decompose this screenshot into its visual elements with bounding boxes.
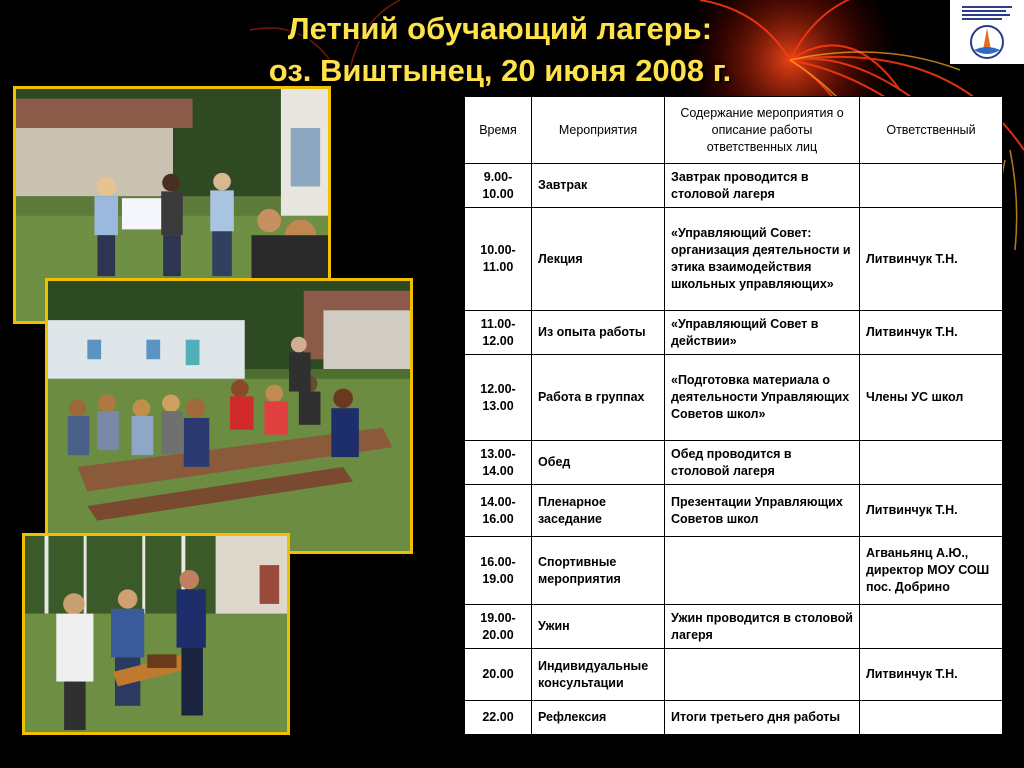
- cell-responsible: [860, 701, 1003, 735]
- cell-responsible: Литвинчук Т.Н.: [860, 649, 1003, 701]
- header-event: Мероприятия: [532, 97, 665, 164]
- cell-event: Рефлексия: [532, 701, 665, 735]
- cell-content: Завтрак проводится в столовой лагеря: [665, 164, 860, 208]
- cell-responsible: Литвинчук Т.Н.: [860, 485, 1003, 537]
- organization-logo: [950, 0, 1024, 64]
- cell-time: 14.00-16.00: [465, 485, 532, 537]
- title-line-2: оз. Виштынец, 20 июня 2008 г.: [268, 53, 732, 88]
- cell-event: Из опыта работы: [532, 311, 665, 355]
- table-row: [465, 701, 1003, 735]
- cell-content: «Подготовка материала о деятельности Управляющих Советов школ»: [665, 355, 860, 441]
- cell-time: 13.00-14.00: [465, 441, 532, 485]
- cell-responsible: Члены УС школ: [860, 355, 1003, 441]
- cell-content: [665, 649, 860, 701]
- cell-content: «Управляющий Совет в действии»: [665, 311, 860, 355]
- header-content: Содержание мероприятия о описание работы ответственных лиц: [665, 97, 860, 164]
- cell-responsible: [860, 164, 1003, 208]
- header-responsible: Ответственный: [860, 97, 1003, 164]
- table-row: [465, 537, 1003, 605]
- header-time: Время: [465, 97, 532, 164]
- cell-responsible: Литвинчук Т.Н.: [860, 208, 1003, 311]
- cell-event: Завтрак: [532, 164, 665, 208]
- cell-time: 22.00: [465, 701, 532, 735]
- table-row: [465, 164, 1003, 208]
- cell-content: Ужин проводится в столовой лагеря: [665, 605, 860, 649]
- cell-event: Индивидуальные консультации: [532, 649, 665, 701]
- cell-content: Презентации Управляющих Советов школ: [665, 485, 860, 537]
- cell-event: Лекция: [532, 208, 665, 311]
- cell-content: Обед проводится в столовой лагеря: [665, 441, 860, 485]
- cell-event: Пленарное заседание: [532, 485, 665, 537]
- cell-time: 10.00-11.00: [465, 208, 532, 311]
- photo-checkers-game: [22, 533, 290, 735]
- cell-responsible: Агваньянц А.Ю., директор МОУ СОШ пос. Добрино: [860, 537, 1003, 605]
- cell-content: [665, 537, 860, 605]
- cell-event: Ужин: [532, 605, 665, 649]
- title-line-1: Летний обучающий лагерь:: [287, 11, 713, 46]
- cell-content: Итоги третьего дня работы: [665, 701, 860, 735]
- schedule-table: [464, 96, 1003, 735]
- table-row: [465, 311, 1003, 355]
- page-title: [220, 8, 780, 92]
- table-row: [465, 441, 1003, 485]
- cell-responsible: [860, 441, 1003, 485]
- table-row: [465, 649, 1003, 701]
- cell-responsible: Литвинчук Т.Н.: [860, 311, 1003, 355]
- table-row: [465, 355, 1003, 441]
- cell-time: 9.00-10.00: [465, 164, 532, 208]
- cell-content: «Управляющий Совет: организация деятельности и этика взаимодействия школьных управляющих»: [665, 208, 860, 311]
- table-row: [465, 605, 1003, 649]
- cell-time: 12.00-13.00: [465, 355, 532, 441]
- table-row: [465, 485, 1003, 537]
- cell-event: Работа в группах: [532, 355, 665, 441]
- cell-event: Обед: [532, 441, 665, 485]
- cell-time: 11.00-12.00: [465, 311, 532, 355]
- table-row: [465, 208, 1003, 311]
- table-header-row: [465, 97, 1003, 164]
- cell-event: Спортивные мероприятия: [532, 537, 665, 605]
- photo-group-work-at-tables: [45, 278, 413, 554]
- cell-time: 16.00-19.00: [465, 537, 532, 605]
- cell-responsible: [860, 605, 1003, 649]
- cell-time: 20.00: [465, 649, 532, 701]
- cell-time: 19.00-20.00: [465, 605, 532, 649]
